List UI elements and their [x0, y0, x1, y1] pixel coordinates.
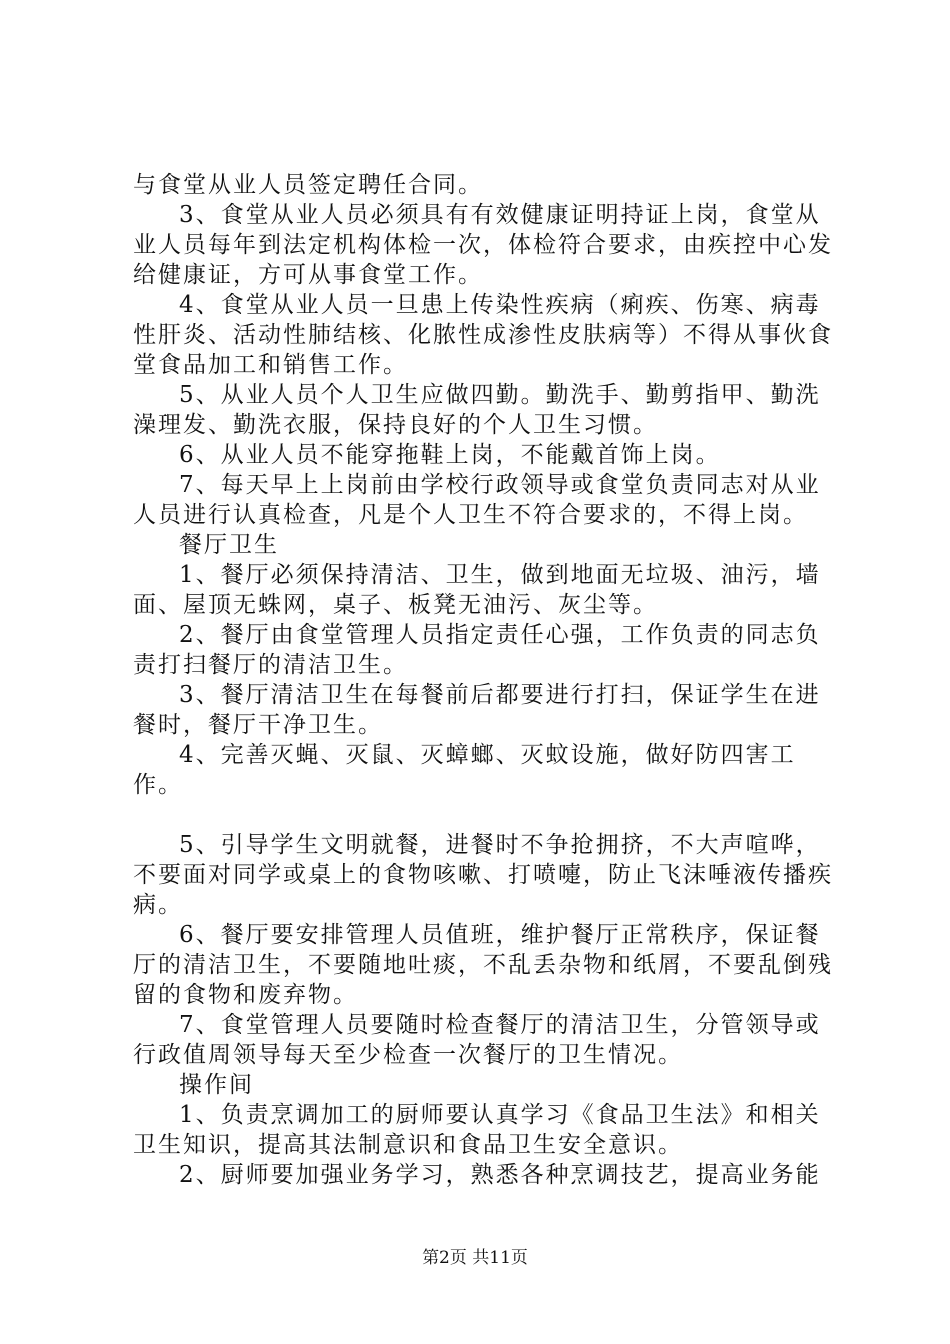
paragraph-9: 3、餐厅清洁卫生在每餐前后都要进行打扫，保证学生在进餐时，餐厅干净卫生。 [133, 682, 821, 738]
paragraph-7: 1、餐厅必须保持清洁、卫生，做到地面无垃圾、油污，墙面、屋顶无蛛网，桌子、板凳无油污、灰尘等。 [133, 562, 821, 618]
page-number-footer: 第2页 共11页 [422, 1248, 528, 1268]
section-heading-dining-hall: 餐厅卫生 [179, 532, 279, 558]
blank-line [133, 800, 833, 830]
paragraph-2: 3、食堂从业人员必须具有有效健康证明持证上岗，食堂从业人员每年到法定机构体检一次，体检符合要求，由疾控中心发给健康证，方可从事食堂工作。 [133, 202, 833, 288]
paragraph-5: 6、从业人员不能穿拖鞋上岗，不能戴首饰上岗。 [179, 442, 721, 468]
paragraph-8: 2、餐厅由食堂管理人员指定责任心强，工作负责的同志负责打扫餐厅的清洁卫生。 [133, 622, 821, 678]
section-heading-kitchen: 操作间 [179, 1072, 254, 1098]
paragraph-15: 2、厨师要加强业务学习，熟悉各种烹调技艺，提高业务能 [179, 1162, 821, 1188]
paragraph-14: 1、负责烹调加工的厨师要认真学习《食品卫生法》和相关卫生知识，提高其法制意识和食品卫生安全意识。 [133, 1102, 821, 1158]
paragraph-13: 7、食堂管理人员要随时检查餐厅的清洁卫生，分管领导或行政值周领导每天至少检查一次餐厅的卫生情况。 [133, 1012, 821, 1068]
paragraph-4: 5、从业人员个人卫生应做四勤。勤洗手、勤剪指甲、勤洗澡理发、勤洗衣服，保持良好的个人卫生习惯。 [133, 382, 821, 438]
paragraph-1: 与食堂从业人员签定聘任合同。 [133, 172, 483, 198]
paragraph-6: 7、每天早上上岗前由学校行政领导或食堂负责同志对从业人员进行认真检查，凡是个人卫生不符合要求的，不得上岗。 [133, 472, 821, 528]
document-body [133, 170, 833, 1190]
paragraph-3: 4、食堂从业人员一旦患上传染性疾病（痢疾、伤寒、病毒性肝炎、活动性肺结核、化脓性成渗性皮肤病等）不得从事伙食堂食品加工和销售工作。 [133, 292, 833, 378]
paragraph-12: 6、餐厅要安排管理人员值班，维护餐厅正常秩序，保证餐厅的清洁卫生，不要随地吐痰，不乱丢杂物和纸屑，不要乱倒残留的食物和废弃物。 [133, 922, 833, 1008]
paragraph-11: 5、引导学生文明就餐，进餐时不争抢拥挤，不大声喧哗，不要面对同学或桌上的食物咳嗽、打喷嚏，防止飞沫唾液传播疾病。 [133, 832, 833, 918]
paragraph-10: 4、完善灭蝇、灭鼠、灭蟑螂、灭蚊设施，做好防四害工作。 [133, 742, 796, 798]
